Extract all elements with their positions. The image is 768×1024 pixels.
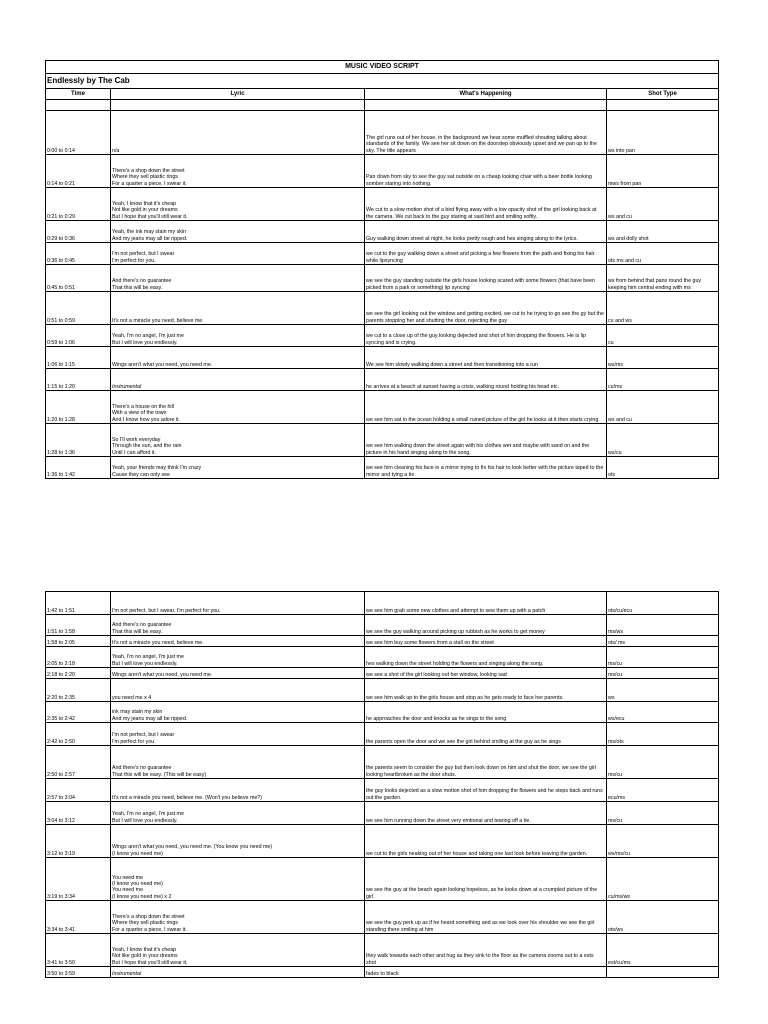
lyric-cell: Wings aren't what you need, you need me. [111, 668, 365, 679]
happening-cell: we see him walk up to the girls house and stop as he gets ready to face her parents. [365, 679, 607, 702]
happening-cell: we see the guy standing outside the girls house looking scared with some flowers (that have been picked from a park or something) lip syncing [365, 265, 607, 292]
happening-cell: we cut to the girls neaking out of her house and taking one last look before leaving the garden. [365, 825, 607, 858]
table-row [46, 723, 719, 746]
lyric-cell: I'm not perfect, but I swear I'm perfect for you. [111, 243, 365, 265]
table-row [46, 668, 719, 679]
happening-cell: we see him sat in the ocean holding a small ruined picture of the girl he looks at it then starts crying [365, 391, 607, 424]
lyric-cell: Yeah, I'm no angel, I'm just me But I will love you endlessly. [111, 325, 365, 347]
shot-type-cell [607, 967, 719, 978]
lyric-cell: you need me x 4 [111, 679, 365, 702]
table-row [46, 934, 719, 967]
happening-cell: we see him running down the street very emtional and tearing off a tie. [365, 802, 607, 825]
time-cell: 2:35 to 2:42 [46, 702, 111, 723]
shot-type-cell: ms/cu [607, 802, 719, 825]
lyric-cell: Yeah, I know that it's cheap Not like gold in your dreams But I hope that you'll still wear it. [111, 188, 365, 221]
lyric-cell: Instrumental [111, 369, 365, 391]
shot-type-cell: ws/ms/cu [607, 825, 719, 858]
table-row [46, 636, 719, 647]
shot-type-cell: ots ms and cu [607, 243, 719, 265]
happening-cell: we cut to the guy walking down a street and picking a few flowers from the path and fixing his hair while lipsyncing [365, 243, 607, 265]
lyric-cell: And there's no guarantee That this will be easy. [111, 615, 365, 636]
time-cell: 3:19 to 3:34 [46, 858, 111, 901]
table-row [46, 188, 719, 221]
time-cell: 0:45 to 0:51 [46, 265, 111, 292]
table-row [46, 155, 719, 188]
shot-type-cell: ws and dolly shot [607, 221, 719, 243]
table-row [46, 802, 719, 825]
happening-cell: we see the girl looking out the window and getting excited, we cut to he trying to go see the gy but the parents stopping her and shutting the door, rejecting the guy [365, 292, 607, 325]
shot-type-cell: ots/ ms [607, 636, 719, 647]
lyric-cell: And there's no guarantee That this will be easy. [111, 265, 365, 292]
shot-type-cell: cu/ms/ws [607, 858, 719, 901]
time-cell: 1:06 to 1:15 [46, 347, 111, 369]
time-cell: 3:12 to 3:19 [46, 825, 111, 858]
table-row [46, 702, 719, 723]
table-row [46, 347, 719, 369]
shot-type-cell: ots/cu/ecu [607, 592, 719, 615]
happening-cell: Pan down from sky to see the guy sat outside on a cheap looking chair with a beer bottle looking somber staring into nothing. [365, 155, 607, 188]
time-cell: 1:15 to 1:20 [46, 369, 111, 391]
time-cell: 0:59 to 1:06 [46, 325, 111, 347]
time-cell: 0:51 to 0:59 [46, 292, 111, 325]
shot-type-cell: ms/cu [607, 647, 719, 668]
time-cell: 2:42 to 2:50 [46, 723, 111, 746]
happening-cell: the parents open the door and we see the girl behind smiling at the guy as he sings [365, 723, 607, 746]
shot-type-cell: ws into pan [607, 111, 719, 155]
shot-type-cell: ws/ms [607, 347, 719, 369]
happening-cell: the guy looks dejected as a slow motion shot of him dropping the flowers and he steps back and runs out the garden. [365, 779, 607, 802]
header-time: Time [46, 89, 111, 100]
time-cell: 1:58 to 2:05 [46, 636, 111, 647]
table-row [46, 746, 719, 779]
time-cell: 2:18 to 2:20 [46, 668, 111, 679]
table-row [46, 679, 719, 702]
lyric-cell: I'm not perfect, but I swear I'm perfect for you [111, 723, 365, 746]
table-row [46, 325, 719, 347]
time-cell: 2:50 to 2:57 [46, 746, 111, 779]
lyric-cell: Yeah, I'm no angel, I'm just me But I will love you endlessly. [111, 802, 365, 825]
lyric-cell: There's a house on the hill With a view of the town And I know how you adore it. [111, 391, 365, 424]
shot-type-cell: ms/ots [607, 723, 719, 746]
time-cell: 1:51 to 1:58 [46, 615, 111, 636]
happening-cell: We see him slowly walking down a street and then transitioning into a run [365, 347, 607, 369]
time-cell: 0:29 to 0:36 [46, 221, 111, 243]
time-cell: 3:41 to 3:50 [46, 934, 111, 967]
script-table-page-2 [45, 591, 719, 978]
table-row [46, 292, 719, 325]
time-cell: 2:57 to 3:04 [46, 779, 111, 802]
lyric-cell: You need me (I know you need me) You need me (I know you need me) x 2 [111, 858, 365, 901]
lyric-cell: Yeah, your friends may think I'm crazy Cause they can only see [111, 457, 365, 479]
shot-type-cell: ms/cu [607, 746, 719, 779]
shot-type-cell: ms/ws [607, 615, 719, 636]
lyric-cell: ink may stain my skin And my jeans may all be ripped. [111, 702, 365, 723]
time-cell: 1:42 to 1:51 [46, 592, 111, 615]
song-title: Endlessly by The Cab [46, 74, 719, 89]
happening-cell: hes walking down the street holding the flowers and singing along the song. [365, 647, 607, 668]
time-cell: 0:14 to 0:21 [46, 155, 111, 188]
lyric-cell: There's a shop down the street Where they sell plastic rings For a quarter a piece, I swear it. [111, 155, 365, 188]
time-cell: 0:21 to 0:29 [46, 188, 111, 221]
shot-type-cell: mws from pan [607, 155, 719, 188]
time-cell: 0:00 to 0:14 [46, 111, 111, 155]
happening-cell: they walk towards each other and hug as they sink to the floor as the camera zooms out to a ests shot [365, 934, 607, 967]
lyric-cell: Yeah, I know that it's cheap Not like gold in your dreams But I hope that you'll still wear it. [111, 934, 365, 967]
table-row [46, 369, 719, 391]
table-row [46, 243, 719, 265]
happening-cell: we see a shot of the girl looking out her window, looking sad [365, 668, 607, 679]
shot-type-cell: ws/cu [607, 424, 719, 457]
shot-type-cell: cu [607, 325, 719, 347]
happening-cell: we see the guy walking around picking up rubbish as he works to get money [365, 615, 607, 636]
shot-type-cell: ots/ws [607, 901, 719, 934]
table-row [46, 901, 719, 934]
shot-type-cell: ws [607, 679, 719, 702]
happening-cell: we see the guy at the beach again looking hopeless, as he looks down at a crumpled picture of the girl. [365, 858, 607, 901]
lyric-cell: Instrumental [111, 967, 365, 978]
script-table-page-1 [45, 60, 719, 479]
shot-type-cell: ws/ecu [607, 702, 719, 723]
lyric-cell: It's not a miracle you need, believe me. [111, 636, 365, 647]
lyric-cell: I'm not perfect, but I swear, I'm perfect for you. [111, 592, 365, 615]
table-row [46, 111, 719, 155]
lyric-cell: n/a [111, 111, 365, 155]
table-row [46, 858, 719, 901]
blank-row [46, 100, 719, 111]
lyric-cell: There's a shop down the street Where they sell plastic rings For a quarter a piece, I swear it. [111, 901, 365, 934]
table-row [46, 967, 719, 978]
time-cell: 3:50 to 3:59 [46, 967, 111, 978]
table-row [46, 615, 719, 636]
time-cell: 1:20 to 1:28 [46, 391, 111, 424]
lyric-cell: It's not a miracle you need, believe me. (Won't you believe me?) [111, 779, 365, 802]
header-lyric: Lyric [111, 89, 365, 100]
lyric-cell: Wings aren't what you need, you need me. (You know you need me) (I know you need me) [111, 825, 365, 858]
lyric-cell: Yeah, I'm no angel, I'm just me But I will love you endlessly. [111, 647, 365, 668]
table-row [46, 424, 719, 457]
shot-type-cell: est/cu/ms [607, 934, 719, 967]
lyric-cell: Yeah, the ink may stain my skin And my jeans may all be ripped. [111, 221, 365, 243]
table-row [46, 265, 719, 292]
lyric-cell: So I'll work everyday Through the sun, and the rain Until I can afford it. [111, 424, 365, 457]
time-cell: 1:28 to 1:36 [46, 424, 111, 457]
shot-type-cell: ws and cu [607, 391, 719, 424]
table-row [46, 825, 719, 858]
happening-cell: the parents seem to consider the guy but then look down on him and shut the door, we see the girl looking heartbroken as the door shuts. [365, 746, 607, 779]
shot-type-cell: ms/cu [607, 668, 719, 679]
table-row [46, 779, 719, 802]
time-cell: 2:20 to 2:35 [46, 679, 111, 702]
lyric-cell: It's not a miracle you need, believe me. [111, 292, 365, 325]
lyric-cell: And there's no guarantee That this will be easy. (This will be easy) [111, 746, 365, 779]
time-cell: 1:36 to 1:42 [46, 457, 111, 479]
table-row [46, 391, 719, 424]
shot-type-cell: ws and cu [607, 188, 719, 221]
table-row [46, 221, 719, 243]
happening-cell: we see him buy some flowers from a stall on the street [365, 636, 607, 647]
happening-cell: We cut to a slow motion shot of a bird flying away with a low opacity shot of the girl looking back at the camera. We cut back to the guy staring at said bird and smiling softly. [365, 188, 607, 221]
shot-type-cell: ws from behind that pans round the guy keeping him central ending with ms [607, 265, 719, 292]
happening-cell: we cut to a close up of the guy looking dejected and shot of him dropping the flowers. He is lip syncing and is crying. [365, 325, 607, 347]
table-row [46, 647, 719, 668]
shot-type-cell: ecu/ms [607, 779, 719, 802]
shot-type-cell: cu/ms [607, 369, 719, 391]
happening-cell: we see him walking down the street again with his clothes wet and maybe with sand on and the picture in his hand singing along to the song. [365, 424, 607, 457]
happening-cell: we see the guy perk up as if he heard something and as we look over his shoulder we see the girl standing there smiling at him [365, 901, 607, 934]
happening-cell: Guy walking down street at night, he looks pretty rough and hes singing along to the lyrics. [365, 221, 607, 243]
time-cell: 0:36 to 0:45 [46, 243, 111, 265]
happening-cell: we see him cleaning his face in a mirror trying to fix his hair to look better with the picture taped to the mirror and tying a tie [365, 457, 607, 479]
happening-cell: we see him grab some new clothes and attempt to sew them up with a patch [365, 592, 607, 615]
table-row [46, 457, 719, 479]
lyric-cell: Wings aren't what you need, you need me. [111, 347, 365, 369]
happening-cell: The girl runs out of her house, in the background we hear some muffled shouting talking about standards of the family. We see her sit down on the doorstep obviously upset and we pan up to the sky. The title appears [365, 111, 607, 155]
page-title: MUSIC VIDEO SCRIPT [46, 61, 719, 74]
time-cell: 3:34 to 3:41 [46, 901, 111, 934]
shot-type-cell: ots [607, 457, 719, 479]
header-happening: What's Happening [365, 89, 607, 100]
shot-type-cell: cu and ws [607, 292, 719, 325]
happening-cell: he approaches the door and knocks as he sings to the song [365, 702, 607, 723]
happening-cell: fades to black [365, 967, 607, 978]
header-shot: Shot Type [607, 89, 719, 100]
happening-cell: he arrives at a beach at sunset having a crisis, walking round holding his head etc. [365, 369, 607, 391]
table-row [46, 592, 719, 615]
time-cell: 3:04 to 3:12 [46, 802, 111, 825]
time-cell: 2:05 to 2:18 [46, 647, 111, 668]
